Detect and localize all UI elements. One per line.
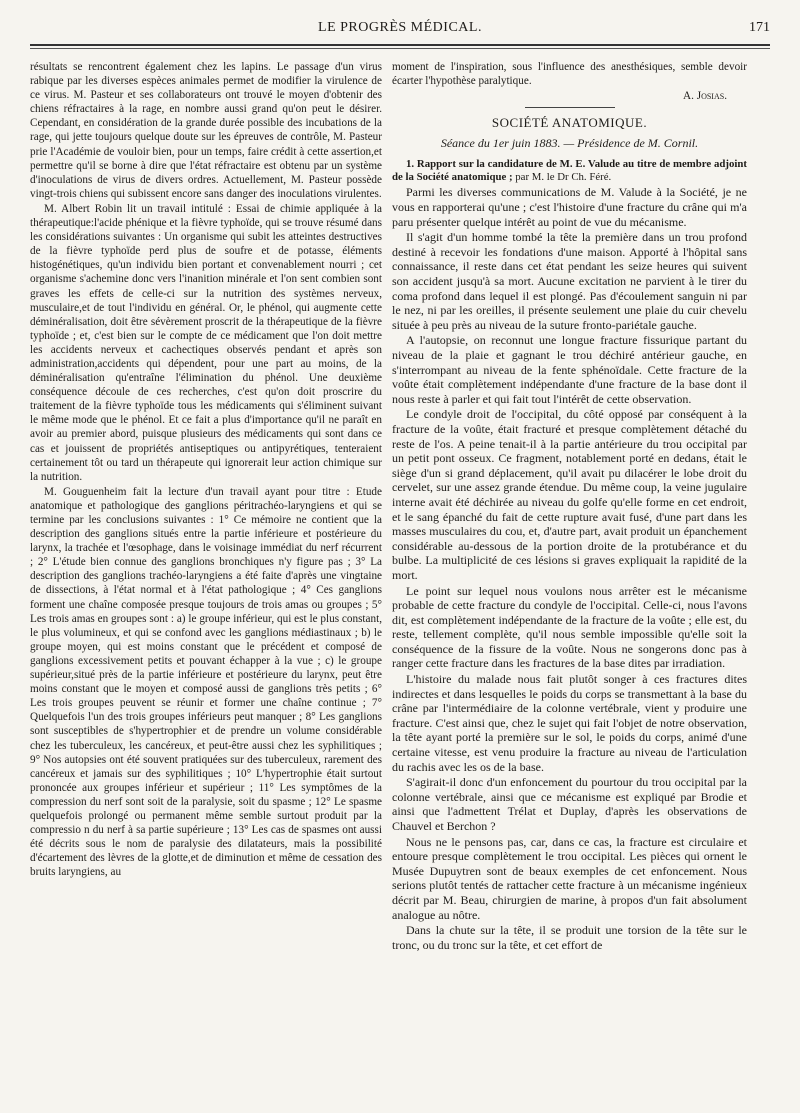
paragraph: Dans la chute sur la tête, il se produit une torsion de la tête sur le tronc, ou du tronc sur la tête, et cet effort de	[392, 923, 747, 952]
header-rule	[30, 44, 770, 46]
author-signature: A. Josias.	[683, 90, 727, 103]
right-column	[392, 60, 747, 953]
paragraph: A l'autopsie, on reconnut une longue fracture fissurique partant du niveau de la plaie et gagnant le trou déchiré antérieur gauche, en s'interrompant au niveau de la fente sphénoïdale. Cette fracture de la voûte était complètement indépendante d'une fracture de la base dont il nous reste à parler et qui fait tout l'intérêt de cette observation.	[392, 333, 747, 406]
session-text: Séance du 1er juin 1883. — Présidence de M. Cornil.	[440, 136, 699, 151]
report-title	[392, 158, 747, 184]
paragraph: résultats se rencontrent également chez les lapins. Le passage d'un virus rabique par les diverses espèces animales permet de modifier la virulence de ce virus. M. Pasteur et ses collaborateurs ont trouvé le moyen d'obtenir des chiens réfractaires à la rage, en nombre aussi grand qu'on peut le désirer. Cependant, en considération de la grande durée possible des incubations de la rage, qui jette toujours quelque doute sur les épreuves de contrôle, M. Pasteur prie l'Académie de vouloir bien, pour un temps, faire crédit à cette assertion,et permettre qu'il se borne à dire que l'état réfractaire est obtenu par un système d'inoculations de virus de divers ordres. Actuellement, M. Pasteur possède vingt-trois chiens qui subissent encore sans danger des inoculations virulentes.	[30, 61, 382, 200]
session-line	[392, 136, 747, 150]
paragraph: L'histoire du malade nous fait plutôt songer à ces fractures dites indirectes et dans lesquelles le poids du corps se transmettant à la base du crâne par l'intermédiaire de la colonne vertébrale, vient y produire une fracture. C'est ainsi que, chez le sujet qui fait l'objet de notre observation, la tête ayant porté la première sur le sol, le poids du corps, animé d'une certaine vitesse, est venu produire la fracture au niveau de l'articulation du rachis avec les os de la base.	[392, 672, 747, 774]
paragraph: Parmi les diverses communications de M. Valude à la Société, je ne vous en rapporterai qu'une ; c'est l'histoire d'une fracture du crâne qui m'a paru présenter quelque intérêt au point de vue du mécanisme.	[392, 185, 747, 229]
paragraph: Le point sur lequel nous voulons nous arrêter est le mécanisme probable de cette fracture du condyle de l'occipital. Celle-ci, nous l'avons dit, est complètement indépendante de la fracture de la voûte ; elle est, du reste, tellement complète, qu'il nous semble impossible qu'elle soit la conséquence de la fissure de la voûte. Nous ne songerons donc pas à ranger cette fracture dans les fractures de la base dites par irradiation.	[392, 583, 747, 671]
paragraph: Nous ne le pensons pas, car, dans ce cas, la fracture est circulaire et entoure presque complètement le trou occipital. Les pièces qui ornent le Musée Dupuytren sont de beaux exemples de cet enfoncement. Nous serions plutôt tentés de rattacher cette fracture à un mécanisme ingénieux décrit par M. Beau, chirurgien de marine, à propos d'un fait absolument analogue au nôtre.	[392, 834, 747, 922]
report-author: par M. le Dr Ch. Féré.	[515, 171, 612, 184]
left-column	[30, 60, 382, 880]
header-rule-thin	[30, 48, 770, 49]
report-body	[392, 185, 747, 952]
section-title: SOCIÉTÉ ANATOMIQUE.	[491, 115, 648, 131]
paragraph: moment de l'inspiration, sous l'influence des anesthésiques, semble devoir écarter l'hypothèse paralytique.	[392, 61, 747, 88]
paragraph: Il s'agit d'un homme tombé la tête la première dans un trou profond destiné à recevoir les fondations d'une maison. Apporté à l'hôpital sans connaissance, il reste dans cet état pendant les seize heures qui suivent son accident jusqu'à sa mort. Aucune excitation ne parvient à le tirer du coma profond dans lequel il est plongé. Pas d'écoulement sanguin ni par le nez, ni par les oreilles, il présente seulement une plaie du cuir chevelu située à peu près au niveau de la suture fronto-pariétale gauche.	[392, 230, 747, 332]
journal-title: LE PROGRÈS MÉDICAL.	[318, 20, 482, 35]
running-header	[30, 20, 770, 44]
report-heading: 1. Rapport sur la candidature de M. E. Valude au titre de membre adjoint de la Société anatomique ;	[392, 158, 747, 184]
paragraph: S'agirait-il donc d'un enfoncement du pourtour du trou occipital par la colonne vertébrale, ainsi que ce mécanisme est expliqué par Brodie et ainsi que l'admettent Trélat et Duplay, d'après les observations de Chauvel et Berchon ?	[392, 775, 747, 833]
paragraph: M. Gouguenheim fait la lecture d'un travail ayant pour titre : Etude anatomique et pathologique des ganglions péritrachéo-laryngiens et qui se termine par les conclusions suivantes : 1° Ce mémoire ne contient que la description des ganglions situés entre la partie inférieure et postérieure du larynx, la trachée et l'œsophage, dans le voisinage immédiat du nerf récurrent ; 2° L'étude bien connue des ganglions bronchiques n'y figure pas ; 3° La description des ganglions trachéo-laryngiens a été faite d'après une vingtaine de dissections, à l'état normal et à l'état pathologique ; 4° Ces ganglions forment une chaîne composée presque toujours de trois amas ou groupes ; 5° Les trois amas en groupes sont : a) le groupe inférieur, qui est le plus constant, le plus volumineux, et qui se confond avec les ganglions médiastinaux ; b) le groupe moyen, qui est moins constant que le précédent et composé de ganglions excessivement petits et pouvant échapper à la vue ; c) le groupe supérieur,situé près de la partie inférieure et postérieure du larynx, peut être moins constant que le moyen et composé aussi de ganglions très petits ; 6° Les trois groupes peuvent se réunir et former une chaîne continue ; 7° Quelquefois l'un des trois groupes inférieurs peut manquer ; 8° Les ganglions sont susceptibles de s'hypertrophier et de prendre un volume considérable chez les tuberculeux, les cancéreux, et peut-être aussi chez les syphilitiques ; 9° Nos autopsies ont été souvent pratiquées sur des tuberculeux, rarement des cancéreux et jamais sur des syphilitiques ; 10° L'hypertrophie était surtout prononcée aux groupes inférieur et supérieur ; 11° Les symptômes de la compression du nerf sont soit de la paralysie, soit du spasme ; 12° Le spasme quelquefois prolongé ou permanent même semble surtout produit par la compressio n du nerf à sa partie supérieure ; 13° Les cas de spasmes ont aussi été décrits sous le nom de paralysie des dilatateurs, mais la possibilité d'écartement des lèvres de la glotte,et de diminution et même de cessation des bruits laryngiens, au	[30, 485, 382, 879]
page-number: 171	[749, 20, 770, 35]
paragraph: M. Albert Robin lit un travail intitulé : Essai de chimie appliquée à la thérapeutique:l'acide phénique et la fièvre typhoïde, qui se trouve résumé dans les considérations suivantes : Un organisme qui subit les atteintes destructives de la fièvre typhoïde perd plus de soufre et de potasse, éléments histogénétiques, qu'un individu bien portant et convenablement nourri ; cet organisme s'achemine donc vers l'inanition minérale et l'on sent combien sont graves les effets de celle-ci sur la nutrition des systèmes nerveux, musculaire,et de tout l'individu en général. Or, le phénol, qui augmente cette déminéralisation, doit être sévèrement proscrit de la thérapeutique de la fièvre typhoïde ; et, c'est bien sur le compte de ce médicament que l'on doit mettre les accidents nerveux et cachectiques observés pendant et après son administration,accidents qui dépendent, pour une part au moins, de la déminéralisation qu'entraîne l'élimination du phénol. Une deuxième conséquence découle de ces recherches, c'est qu'on doit proscrire du traitement de la fièvre typhoïde tous les médicaments qui s'éliminent suivant le même mode que le phénol. Et ce fait a plus d'importance qu'il ne paraît en avoir au premier abord, puisque plusieurs des médicaments qui sont dans ce cas et jouissent de propriétés antiseptiques ou antipyrétiques, tenteraient certainement tôt ou tard un thérapeute qui ignorerait leur action chimique sur la nutrition.	[30, 202, 382, 483]
paragraph: Le condyle droit de l'occipital, du côté opposé par conséquent à la fracture de la voûte, était fracturé et presque complètement détaché du reste de l'os. A peine tenait-il à la partie antérieure du trou occipital par un petit pont osseux. Ce fragment, notablement porté en dedans, était le siège d'un si grand déplacement, qu'il avait pu dilacérer le lobe droit du cervelet, sur une assez grande étendue. Du même coup, la veine jugulaire interne avait été déchirée au niveau du golfe qu'elle forme en cet endroit, et le sang épanché du fait de cette rupture avait fusé, d'une part dans les masses musculaires du cou, et, d'autre part, avait produit un épanchement considérable au-dessous de la portion droite de la protubérance et du bulbe. La multiplicité de ces lésions si graves expliquait la rapidité de la mort.	[392, 407, 747, 582]
section-separator	[525, 107, 615, 108]
